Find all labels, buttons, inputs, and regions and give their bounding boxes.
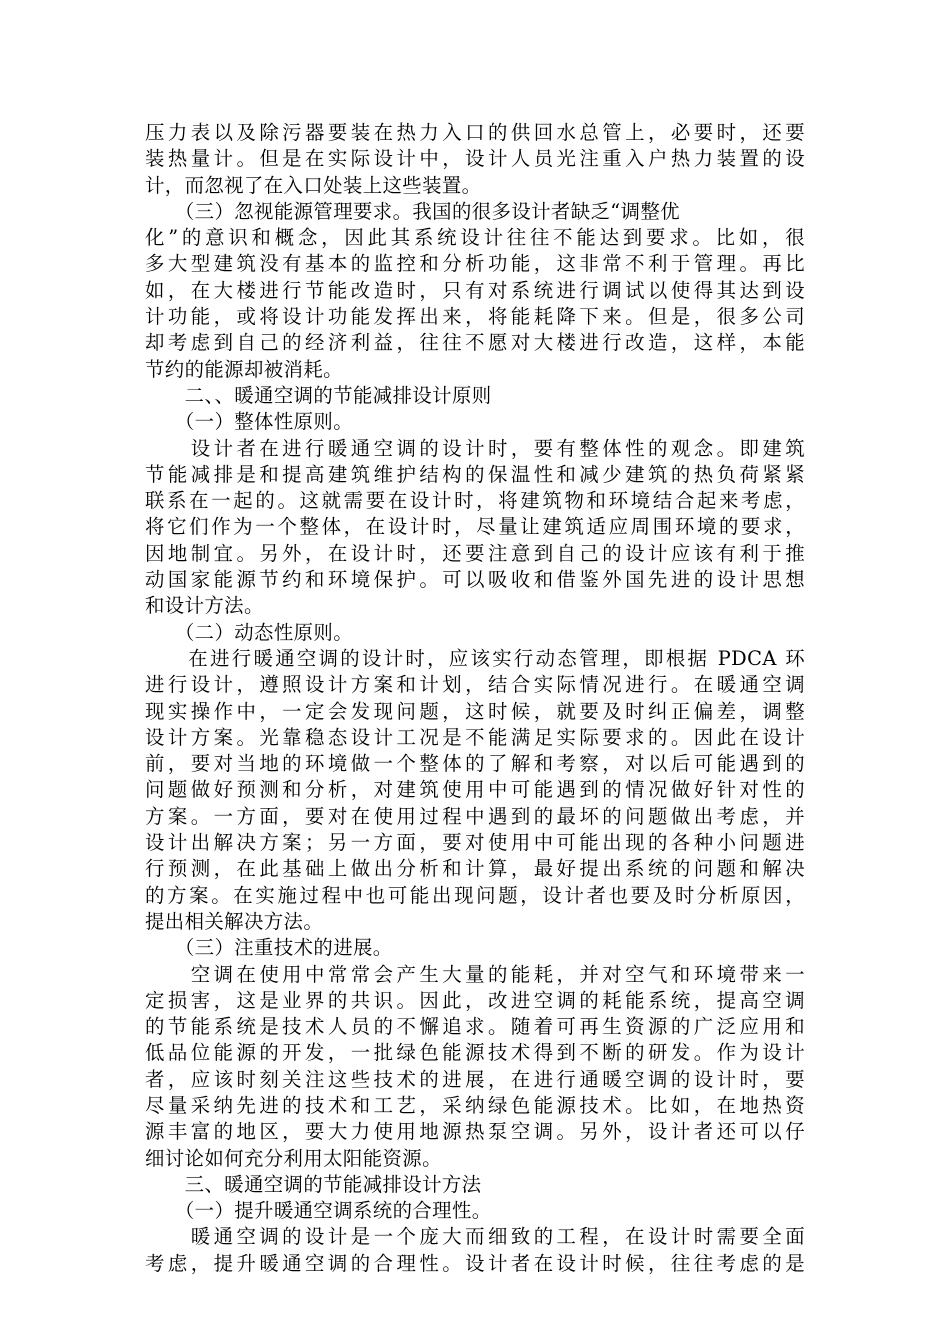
text-line: 提出相关解决方法。 <box>145 909 324 933</box>
text-line: 前，要对当地的环境做一个整体的了解和考察，对以后可能遇到的 <box>145 752 805 776</box>
text-line: 尽量采纳先进的技术和工艺，采纳绿色能源技术。比如，在地热资 <box>145 1093 805 1117</box>
text-line: 压力表以及除污器要装在热力入口的供回水总管上，必要时，还要 <box>145 121 805 144</box>
text-line: 节能减排是和提高建筑维护结构的保温性和减少建筑的热负荷紧紧 <box>145 462 805 486</box>
text-line: 问题做好预测和分析，对建筑使用中可能遇到的情况做好针对性的 <box>145 778 805 802</box>
text-line: 者，应该时刻关注这些技术的进展，在进行通暖空调的设计时，要 <box>145 1067 805 1091</box>
body-text <box>145 120 805 1277</box>
text-line: 源丰富的地区，要大力使用地源热泵空调。另外，设计者还可以仔 <box>145 1120 805 1144</box>
text-line: 装热量计。但是在实际设计中，设计人员光注重入户热力装置的设 <box>145 147 805 171</box>
text-line: 定损害，这是业界的共识。因此，改进空调的耗能系统，提高空调 <box>145 988 805 1012</box>
text-line: 的方案。在实施过程中也可能出现问题，设计者也要及时分析原因， <box>145 883 805 907</box>
text-line: 节约的能源却被消耗。 <box>145 357 343 381</box>
text-line: 联系在一起的。这就需要在设计时，将建筑物和环境结合起来考虑， <box>145 489 805 513</box>
text-line: 计，而忽视了在入口处装上这些装置。 <box>145 173 482 197</box>
text-line: 暖通空调的设计是一个庞大而细致的工程，在设计时需要全面 <box>145 1225 805 1249</box>
section-heading: 三、暖通空调的节能减排设计方法 <box>145 1172 482 1196</box>
text-line: 将它们作为一个整体，在设计时，尽量让建筑适应周围环境的要求， <box>145 515 805 539</box>
text-line: 进行设计，遵照设计方案和计划，结合实际情况进行。在暖通空调 <box>145 673 805 697</box>
text-line: 因地制宜。另外，在设计时，还要注意到自己的设计应该有利于推 <box>145 541 805 565</box>
text-line: 动国家能源节约和环境保护。可以吸收和借鉴外国先进的设计思想 <box>145 568 805 592</box>
text-line: 现实操作中，一定会发现问题，这时候，就要及时纠正偏差，调整 <box>145 699 805 723</box>
text-line: 却考虑到自己的经济利益，往往不愿对大楼进行改造，这样，本能 <box>145 331 805 355</box>
text-line: 计功能，或将设计功能发挥出来，将能耗降下来。但是，很多公司 <box>145 305 805 329</box>
text-line: 方案。一方面，要对在使用过程中遇到的最坏的问题做出考虑，并 <box>145 804 805 828</box>
text-line: 设计者在进行暖通空调的设计时，要有整体性的观念。即建筑 <box>145 436 805 460</box>
text-line: 考虑，提升暖通空调的合理性。设计者在设计时候，往往考虑的是 <box>145 1251 805 1275</box>
text-line: 和设计方法。 <box>145 594 264 618</box>
text-line: 的节能系统是技术人员的不懈追求。随着可再生资源的广泛应用和 <box>145 1015 805 1039</box>
text-line: 空调在使用中常常会产生大量的能耗，并对空气和环境带来一 <box>145 962 805 986</box>
section-heading: 二、、暖通空调的节能减排设计原则 <box>145 383 492 407</box>
text-line: 如，在大楼进行节能改造时，只有对系统进行调试以使得其达到设 <box>145 278 805 302</box>
text-line: 细讨论如何充分利用太阳能资源。 <box>145 1146 442 1170</box>
subsection-heading: （二）动态性原则。 <box>145 620 353 644</box>
text-line: 设计方案。光靠稳态设计工况是不能满足实际要求的。因此在设计 <box>145 725 805 749</box>
text-line: 行预测，在此基础上做出分析和计算，最好提出系统的问题和解决 <box>145 857 805 881</box>
text-line: 在进行暖通空调的设计时，应该实行动态管理，即根据 PDCA 环 <box>145 646 805 670</box>
text-line: 设计出解决方案；另一方面，要对使用中可能出现的各种小问题进 <box>145 831 805 855</box>
subsection-heading: （三）注重技术的进展。 <box>145 936 393 960</box>
text-line: 低品位能源的开发，一批绿色能源技术得到不断的研发。作为设计 <box>145 1041 805 1065</box>
text-line: 化”的意识和概念，因此其系统设计往往不能达到要求。比如，很 <box>145 226 805 250</box>
text-line: 多大型建筑没有基本的监控和分析功能，这非常不利于管理。再比 <box>145 252 805 276</box>
subsection-heading: （一）提升暖通空调系统的合理性。 <box>145 1199 492 1223</box>
text-line: （三）忽视能源管理要求。我国的很多设计者缺乏“调整优 <box>145 199 680 223</box>
subsection-heading: （一）整体性原则。 <box>145 410 353 434</box>
